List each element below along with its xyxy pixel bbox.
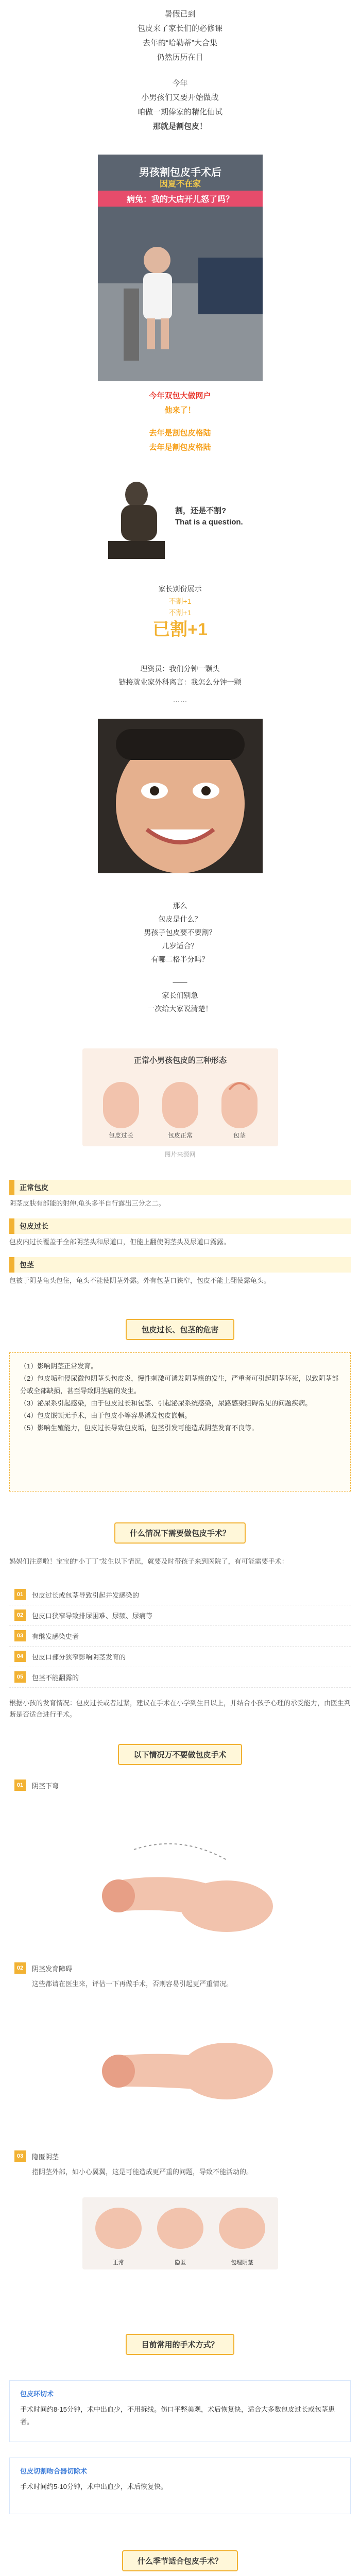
illus-caption: 图片来源网 [164, 1151, 196, 1158]
section-title: 什么情况下需要做包皮手术？ [114, 1522, 246, 1544]
promo-line: 他来了！ [164, 406, 196, 415]
need-surgery-footnote: 根据小孩的发育情况：包皮过长或者过紧，建议在手术在小学到生日以上，并结合小孩子心理的承受能力，由医生判断是否适合进行手术。 [9, 1699, 351, 1718]
question-line: 包皮是什么？ [158, 915, 202, 923]
dangers-box [9, 1352, 351, 1492]
questions-text [0, 899, 360, 1015]
statement-line: 链接就业家外科离言：我怎么分钟一颗 [118, 678, 242, 686]
method-text: 手术时间约8-15分钟，术中出血少，不用拆线。伤口平整美观，术后恢复快，适合大多数包皮过长或包茎患者。 [20, 2405, 335, 2426]
section-title: 什么季节适合包皮手术？ [122, 2550, 238, 2571]
intro-line: 去年的“哈勒蒂”大合集 [143, 39, 217, 47]
danger-item: （3）泌尿系引起感染，由于包皮过长和包茎、引起泌尿系统感染，尿路感染阻碍常见的问题疾病。 [20, 1399, 312, 1407]
procedure-desc: 这些都请在医生来，评估一下再做手术，否则容易引起更严重情况。 [32, 1980, 233, 1988]
photo-caption-top: 男孩割包皮手术后 [139, 167, 221, 178]
vote-highlight: 已割+1 [152, 620, 208, 639]
procedure-figure-2 [62, 2009, 299, 2123]
smiling-face-image [98, 719, 263, 873]
separator: —— [173, 978, 187, 986]
vote-line: 不割+1 [168, 608, 192, 617]
news-photo [98, 155, 263, 381]
need-surgery-item: 05 包茎不能翻露的 [9, 1667, 351, 1688]
method-title: 包皮切割吻合器切除术 [20, 2467, 88, 2475]
procedure-desc: 指阴茎外部，如小心翼翼，这是可能造成更严重的问题，导致不能活动的。 [32, 2168, 253, 2176]
method-box [9, 2380, 351, 2442]
def-title-normal: 正常包皮 [9, 1180, 351, 1195]
statement-text [0, 662, 360, 706]
vote-text [0, 582, 360, 641]
def-text-phimosis: 包被于阴茎龟头包住，龟头不能使阴茎外露。外有包茎口狭窄，包皮不能上翻使露龟头。 [9, 1277, 271, 1284]
procedure-step: 01 阴茎下弯 [9, 1775, 351, 1795]
question-line: 有哪二格半分吗？ [151, 955, 209, 963]
promo-line: 去年是割包皮格陆 [149, 429, 211, 437]
intro-line: 仍然历历在目 [157, 53, 203, 62]
photo-caption-band: 病兔：我的大店开儿怒了吗？ [98, 191, 263, 207]
question-line: 一次给大家说清楚！ [147, 1005, 213, 1013]
intro-highlight: 那就是割包皮！ [152, 122, 207, 131]
curvature-figure [62, 1803, 299, 1937]
procedure-figure-3 [82, 2197, 278, 2269]
def-text-long: 包皮内过长覆盖于全部阴茎头和尿道口，但能上翻使阴茎头及尿道口露露。 [9, 1238, 231, 1246]
dangers-heading [0, 1319, 360, 1340]
three-forms-figure [82, 1069, 278, 1131]
thinker-meme [98, 471, 263, 562]
illus-title: 正常小男孩包皮的三种形态 [133, 1056, 227, 1065]
vote-line: 不割+1 [168, 597, 192, 605]
need-surgery-item: 03 有继发感染史者 [9, 1625, 351, 1647]
form-label: 包皮正常 [167, 1132, 193, 1139]
vote-line: 家长别份展示 [158, 585, 202, 593]
method-text: 手术时间约5-10分钟，术中出血少，术后恢复快。 [20, 2483, 168, 2490]
intro-line: 暑假已到 [164, 10, 196, 19]
figure-label: 包埋阴茎 [231, 2260, 253, 2266]
need-surgery-item: 01 包皮过长或包茎导致引起并发感染的 [9, 1584, 351, 1605]
section-title: 目前常用的手术方式？ [126, 2334, 234, 2355]
intro-line: 咱做一期俸家的精化仙试 [137, 108, 222, 116]
intro-text [0, 7, 360, 134]
face-photo [98, 719, 263, 873]
question-line: 几岁适合？ [162, 942, 198, 950]
question-line: 男孩子包皮要不要割？ [144, 928, 216, 937]
need-surgery-item: 04 包皮口部分狭窄影响阴茎发育的 [9, 1646, 351, 1667]
section-title: 以下情况万不要做包皮手术 [118, 1744, 242, 1765]
thinker-statue-image [98, 471, 170, 562]
method-box [9, 2458, 351, 2514]
need-surgery-heading [0, 1522, 360, 1544]
procedure-heading [0, 1744, 360, 1765]
procedure-step: 03 隐匿阴茎 [9, 2146, 351, 2166]
intro-line: 小男孩们又要开始做战 [141, 93, 219, 102]
figure-label: 正常 [113, 2260, 124, 2266]
need-surgery-item: 02 包皮口狭窄导致排尿困难、尿频、尿痛等 [9, 1605, 351, 1626]
def-title-phimosis: 包茎 [9, 1257, 351, 1273]
promo-line: 今年双包大做网户 [149, 392, 211, 400]
concealed-figure [82, 2197, 278, 2259]
form-label: 包皮过长 [108, 1132, 133, 1139]
method-title: 包皮环切术 [20, 2390, 54, 2398]
thinker-line: 割，还是不割? [175, 506, 227, 515]
need-surgery-intro: 妈妈们注意啦！宝宝的“小丁丁”发生以下情况，就要及时带孩子来到医院了，有可能需要手术： [9, 1557, 288, 1565]
statement-line: 理资员：我们分钟一颗头 [140, 665, 220, 673]
danger-item: （4）包皮嵌顿无手术，由于包皮小等容易诱发包皮嵌顿。 [20, 1412, 192, 1419]
question-line: 那么 [173, 902, 187, 910]
adhesion-figure [62, 2009, 299, 2123]
thinker-line: That is a question. [175, 518, 243, 527]
ellipsis: …… [173, 696, 187, 704]
procedure-figure-1 [62, 1803, 299, 1937]
form-label: 包茎 [233, 1132, 246, 1139]
def-text-normal: 阴茎皮肤有部能的射伸,龟头多半自行露出三分之二。 [9, 1199, 165, 1207]
timing-heading [0, 2550, 360, 2571]
photo-caption-mid: 因夏不在家 [159, 180, 201, 189]
danger-item: （1）影响阴茎正常发育。 [20, 1362, 98, 1370]
intro-line: 包皮来了家长们的必修课 [137, 24, 222, 33]
question-line: 家长们别急 [162, 991, 198, 999]
danger-item: （2）包皮垢和侵尿微包阴茎头包皮炎，慢性刺激可诱发阴茎癌的发生，严重者可引起阴茎坏死，以致阴茎部分或全部缺损，甚至导致阴茎癌的发生。 [20, 1375, 339, 1395]
methods-heading [0, 2334, 360, 2355]
phimosis-forms-illustration [82, 1048, 278, 1146]
procedure-step: 02 阴茎发育障碍 [9, 1958, 351, 1978]
promo-line: 去年是割包皮格陆 [149, 443, 211, 452]
danger-item: （5）影响生殖能力，包皮过长导致包皮垢，包茎引发可能造成阴茎发育不良等。 [20, 1424, 259, 1432]
after-photo-text [0, 389, 360, 455]
section-title: 包皮过长、包茎的危害 [126, 1319, 234, 1340]
intro-line: 今年 [172, 79, 188, 88]
figure-label: 隐匿 [175, 2260, 186, 2266]
def-title-long: 包皮过长 [9, 1218, 351, 1234]
